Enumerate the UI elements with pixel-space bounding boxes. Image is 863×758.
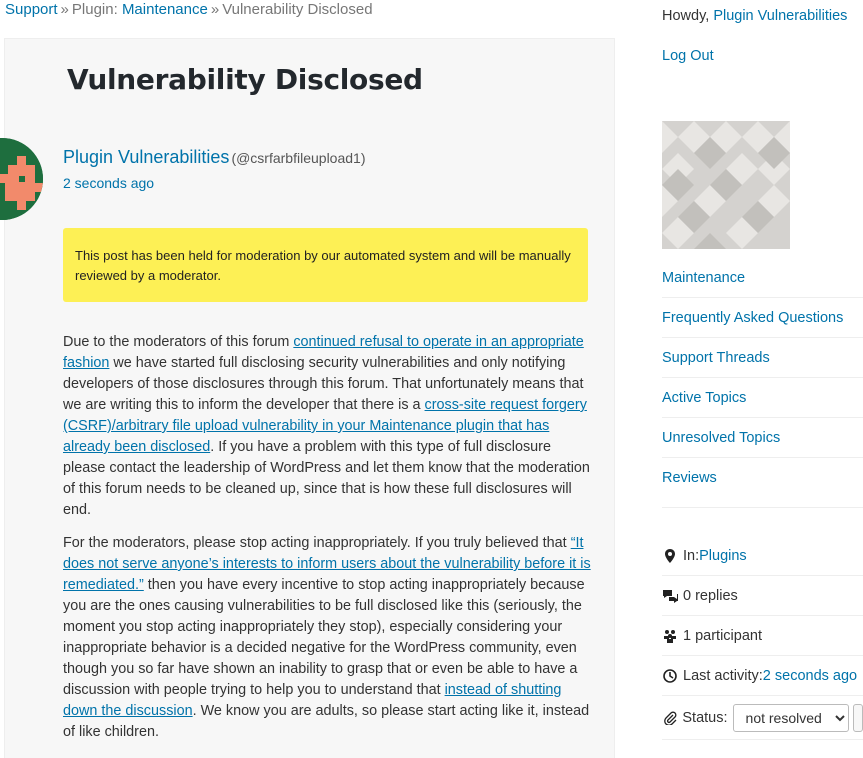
logout-link[interactable]: Log Out xyxy=(662,48,714,64)
breadcrumb-plugin-prefix: Plugin: xyxy=(71,1,122,18)
topic-panel xyxy=(4,38,615,758)
breadcrumb xyxy=(5,1,373,18)
breadcrumb-separator: » xyxy=(210,1,220,18)
current-user-link[interactable]: Plugin Vulnerabilities xyxy=(713,8,848,24)
post-permalink[interactable]: 2 seconds ago xyxy=(63,175,155,191)
meta-forum xyxy=(662,536,863,576)
meta-participants-count: 1 participant xyxy=(683,627,762,644)
status-submit-button[interactable] xyxy=(853,704,863,732)
sidebar xyxy=(662,0,863,758)
howdy-greeting xyxy=(662,8,847,24)
meta-replies xyxy=(662,576,863,616)
post-paragraph xyxy=(63,332,591,521)
discussion-link[interactable]: instead of shutting down the discussion xyxy=(63,682,562,719)
text-span: Due to the moderators of this forum xyxy=(63,334,294,350)
speech-bubbles-icon xyxy=(662,588,678,604)
topic-title: Vulnerability Disclosed xyxy=(67,63,423,96)
sidebar-item-faq[interactable]: Frequently Asked Questions xyxy=(662,298,863,338)
moderation-notice: This post has been held for moderation by our automated system and will be manually reviewed by a moderator. xyxy=(63,228,588,302)
text-span: then you have every incentive to stop acting inappropriately because you are the ones causing vulnerabilities to be full disclosed like this (seriously, the moment you stop acting inappropriately they stop), especially considering your inappropriate behavior is a decided negative for the WordPress community, even though you so far have shown an inability to grasp that or even be able to have a discussion with people trying to help you to understand that xyxy=(63,577,585,698)
breadcrumb-support-link[interactable]: Support xyxy=(5,1,58,18)
text-span: . If you have a problem with this type of full disclosure please contact the leadership of WordPress and let them know that the moderation of this forum needs to be cleaned up, since that is how these full disclosures will end. xyxy=(63,439,590,518)
meta-status xyxy=(662,696,863,740)
plugin-nav xyxy=(662,258,863,498)
sidebar-item-reviews[interactable]: Reviews xyxy=(662,470,717,486)
breadcrumb-separator: » xyxy=(60,1,69,18)
vulnerability-link[interactable]: cross-site request forgery (CSRF)/arbitrary file upload vulnerability in your Maintenance plugin that has already been disclosed xyxy=(63,397,587,455)
text-span: For the moderators, please stop acting inappropriately. If you truly believed that xyxy=(63,535,571,551)
meta-participants xyxy=(662,616,863,656)
meta-forum-link[interactable]: Plugins xyxy=(699,547,747,564)
author-name-link[interactable]: Plugin Vulnerabilities xyxy=(63,147,230,167)
post-content xyxy=(63,332,591,755)
avatar[interactable] xyxy=(0,138,43,220)
sidebar-item-active-topics[interactable]: Active Topics xyxy=(662,378,863,418)
plugin-pattern-icon xyxy=(662,121,790,249)
meta-activity-link[interactable]: 2 seconds ago xyxy=(762,667,858,684)
meta-replies-count: 0 replies xyxy=(683,587,738,604)
avatar-identicon-icon xyxy=(0,138,43,220)
topic-author xyxy=(63,147,365,168)
clock-icon xyxy=(662,668,678,684)
meta-in-label: In: xyxy=(683,547,700,564)
sidebar-item-maintenance[interactable]: Maintenance xyxy=(662,258,863,298)
author-handle: (@csrfarbfileupload1) xyxy=(231,150,366,166)
plugin-banner-image xyxy=(662,121,790,249)
text-span: . We know you are adults, so please start acting like it, instead of like children. xyxy=(63,703,590,740)
meta-activity-label: Last activity: xyxy=(683,667,763,684)
quote-link[interactable]: “It does not serve anyone’s interests to inform users about the vulnerability before it is remediated.” xyxy=(63,535,591,593)
people-icon xyxy=(662,628,678,644)
refusal-link[interactable]: continued refusal to operate in an appropriate fashion xyxy=(63,334,584,371)
meta-last-activity xyxy=(662,656,863,696)
location-pin-icon xyxy=(662,548,678,564)
breadcrumb-current: Vulnerability Disclosed xyxy=(222,1,373,18)
post-paragraph xyxy=(63,533,591,743)
topic-meta xyxy=(662,507,863,726)
paperclip-icon xyxy=(662,710,677,726)
howdy-label: Howdy, xyxy=(662,8,714,24)
text-span: we have started full disclosing security vulnerabilities and only notifying developers of those disclosures through this forum. That unfortunately means that we are writing this to inform the developer that there is a xyxy=(63,355,584,413)
meta-status-label: Status: xyxy=(682,709,728,726)
sidebar-item-unresolved-topics[interactable]: Unresolved Topics xyxy=(662,418,863,458)
breadcrumb-plugin-link[interactable]: Maintenance xyxy=(121,1,208,18)
status-select[interactable] xyxy=(733,704,850,732)
sidebar-item-support-threads[interactable]: Support Threads xyxy=(662,338,863,378)
